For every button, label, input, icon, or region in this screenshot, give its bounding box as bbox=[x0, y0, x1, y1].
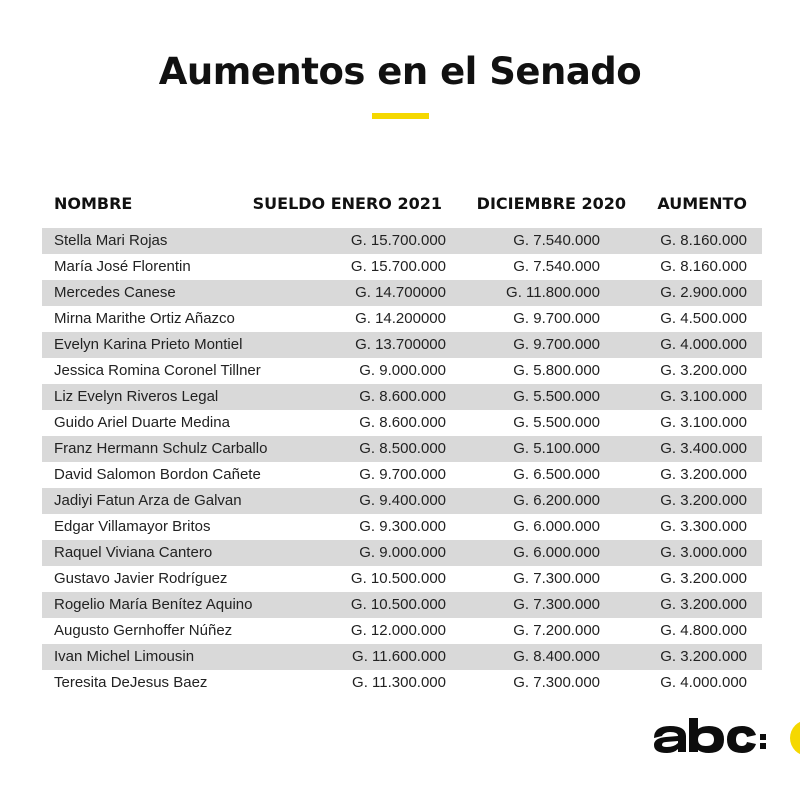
cell-aumento: G. 4.000.000 bbox=[660, 336, 747, 353]
cell-diciembre: G. 6.200.000 bbox=[513, 492, 600, 509]
cell-diciembre: G. 5.500.000 bbox=[513, 388, 600, 405]
cell-aumento: G. 3.200.000 bbox=[660, 492, 747, 509]
cell-diciembre: G. 5.500.000 bbox=[513, 414, 600, 431]
cell-diciembre: G. 6.000.000 bbox=[513, 518, 600, 535]
cell-aumento: G. 3.400.000 bbox=[660, 440, 747, 457]
table-row bbox=[42, 540, 762, 566]
cell-nombre: Augusto Gernhoffer Núñez bbox=[54, 622, 233, 639]
cell-nombre: Jadiyi Fatun Arza de Galvan bbox=[54, 492, 242, 509]
cell-nombre: Stella Mari Rojas bbox=[54, 232, 168, 249]
title-underline bbox=[372, 113, 429, 119]
cell-aumento: G. 3.200.000 bbox=[660, 466, 747, 483]
cell-sueldo: G. 14.700000 bbox=[355, 284, 446, 301]
cell-sueldo: G. 13.700000 bbox=[355, 336, 446, 353]
cell-aumento: G. 3.300.000 bbox=[660, 518, 747, 535]
cell-sueldo: G. 14.200000 bbox=[355, 310, 446, 327]
cell-nombre: Mercedes Canese bbox=[54, 284, 176, 301]
table-row bbox=[42, 670, 762, 696]
header-diciembre: DICIEMBRE 2020 bbox=[476, 194, 626, 213]
header-aumento: AUMENTO bbox=[657, 194, 747, 213]
cell-aumento: G. 3.000.000 bbox=[660, 544, 747, 561]
cell-aumento: G. 3.200.000 bbox=[660, 362, 747, 379]
cell-sueldo: G. 11.600.000 bbox=[352, 648, 446, 665]
cell-nombre: Guido Ariel Duarte Medina bbox=[54, 414, 230, 431]
cell-diciembre: G. 7.300.000 bbox=[513, 596, 600, 613]
table-row bbox=[42, 436, 762, 462]
cell-nombre: Gustavo Javier Rodríguez bbox=[54, 570, 228, 587]
cell-sueldo: G. 10.500.000 bbox=[350, 596, 446, 613]
cell-sueldo: G. 8.500.000 bbox=[359, 440, 446, 457]
cell-sueldo: G. 11.300.000 bbox=[352, 674, 446, 691]
cell-nombre: Raquel Viviana Cantero bbox=[54, 544, 213, 561]
table-row bbox=[42, 592, 762, 618]
cell-nombre: Evelyn Karina Prieto Montiel bbox=[54, 336, 243, 353]
table-row bbox=[42, 228, 762, 254]
cell-aumento: G. 8.160.000 bbox=[660, 258, 747, 275]
cell-sueldo: G. 8.600.000 bbox=[359, 388, 446, 405]
cell-nombre: Franz Hermann Schulz Carballo bbox=[54, 440, 268, 457]
cell-diciembre: G. 6.500.000 bbox=[513, 466, 600, 483]
table-row bbox=[42, 644, 762, 670]
cell-sueldo: G. 9.300.000 bbox=[359, 518, 446, 535]
table-row bbox=[42, 306, 762, 332]
cell-diciembre: G. 6.000.000 bbox=[513, 544, 600, 561]
cell-diciembre: G. 7.200.000 bbox=[513, 622, 600, 639]
cell-nombre: Teresita DeJesus Baez bbox=[54, 674, 208, 691]
cell-sueldo: G. 10.500.000 bbox=[350, 570, 446, 587]
page-title: Aumentos en el Senado bbox=[158, 50, 642, 93]
cell-nombre: Edgar Villamayor Britos bbox=[54, 518, 211, 535]
table-row bbox=[42, 514, 762, 540]
cell-sueldo: G. 9.000.000 bbox=[359, 544, 446, 561]
cell-diciembre: G. 5.100.000 bbox=[513, 440, 600, 457]
cell-aumento: G. 3.200.000 bbox=[660, 596, 747, 613]
cell-sueldo: G. 8.600.000 bbox=[359, 414, 446, 431]
table-row bbox=[42, 280, 762, 306]
table-header bbox=[42, 194, 762, 218]
cell-aumento: G. 3.100.000 bbox=[660, 414, 747, 431]
cell-nombre: Ivan Michel Limousin bbox=[54, 648, 195, 665]
cell-aumento: G. 3.200.000 bbox=[660, 570, 747, 587]
cell-sueldo: G. 15.700.000 bbox=[350, 232, 446, 249]
table-row bbox=[42, 358, 762, 384]
cell-nombre: Jessica Romina Coronel Tillner bbox=[54, 362, 261, 379]
cell-diciembre: G. 7.300.000 bbox=[513, 674, 600, 691]
table-row bbox=[42, 384, 762, 410]
cell-sueldo: G. 15.700.000 bbox=[350, 258, 446, 275]
cell-diciembre: G. 7.540.000 bbox=[513, 258, 600, 275]
table-row bbox=[42, 462, 762, 488]
cell-diciembre: G. 7.540.000 bbox=[513, 232, 600, 249]
cell-diciembre: G. 9.700.000 bbox=[513, 310, 600, 327]
cell-aumento: G. 8.160.000 bbox=[660, 232, 747, 249]
table-row bbox=[42, 332, 762, 358]
table-row bbox=[42, 618, 762, 644]
cell-nombre: Rogelio María Benítez Aquino bbox=[54, 596, 253, 613]
abc-logo-icon bbox=[652, 712, 800, 768]
table-row bbox=[42, 566, 762, 592]
cell-diciembre: G. 11.800.000 bbox=[506, 284, 600, 301]
cell-diciembre: G. 9.700.000 bbox=[513, 336, 600, 353]
cell-nombre: Liz Evelyn Riveros Legal bbox=[54, 388, 219, 405]
cell-nombre: María José Florentin bbox=[54, 258, 191, 275]
cell-aumento: G. 4.500.000 bbox=[660, 310, 747, 327]
cell-nombre: Mirna Marithe Ortiz Añazco bbox=[54, 310, 235, 327]
cell-aumento: G. 2.900.000 bbox=[660, 284, 747, 301]
header-sueldo: SUELDO ENERO 2021 bbox=[252, 194, 442, 213]
cell-sueldo: G. 12.000.000 bbox=[350, 622, 446, 639]
table-row bbox=[42, 254, 762, 280]
header-nombre: NOMBRE bbox=[54, 194, 133, 213]
cell-sueldo: G. 9.000.000 bbox=[359, 362, 446, 379]
cell-aumento: G. 4.000.000 bbox=[660, 674, 747, 691]
cell-diciembre: G. 8.400.000 bbox=[513, 648, 600, 665]
cell-diciembre: G. 7.300.000 bbox=[513, 570, 600, 587]
cell-aumento: G. 4.800.000 bbox=[660, 622, 747, 639]
cell-sueldo: G. 9.400.000 bbox=[359, 492, 446, 509]
table-row bbox=[42, 410, 762, 436]
table-body bbox=[42, 228, 762, 696]
cell-nombre: David Salomon Bordon Cañete bbox=[54, 466, 261, 483]
table-row bbox=[42, 488, 762, 514]
cell-aumento: G. 3.100.000 bbox=[660, 388, 747, 405]
cell-sueldo: G. 9.700.000 bbox=[359, 466, 446, 483]
cell-diciembre: G. 5.800.000 bbox=[513, 362, 600, 379]
cell-aumento: G. 3.200.000 bbox=[660, 648, 747, 665]
